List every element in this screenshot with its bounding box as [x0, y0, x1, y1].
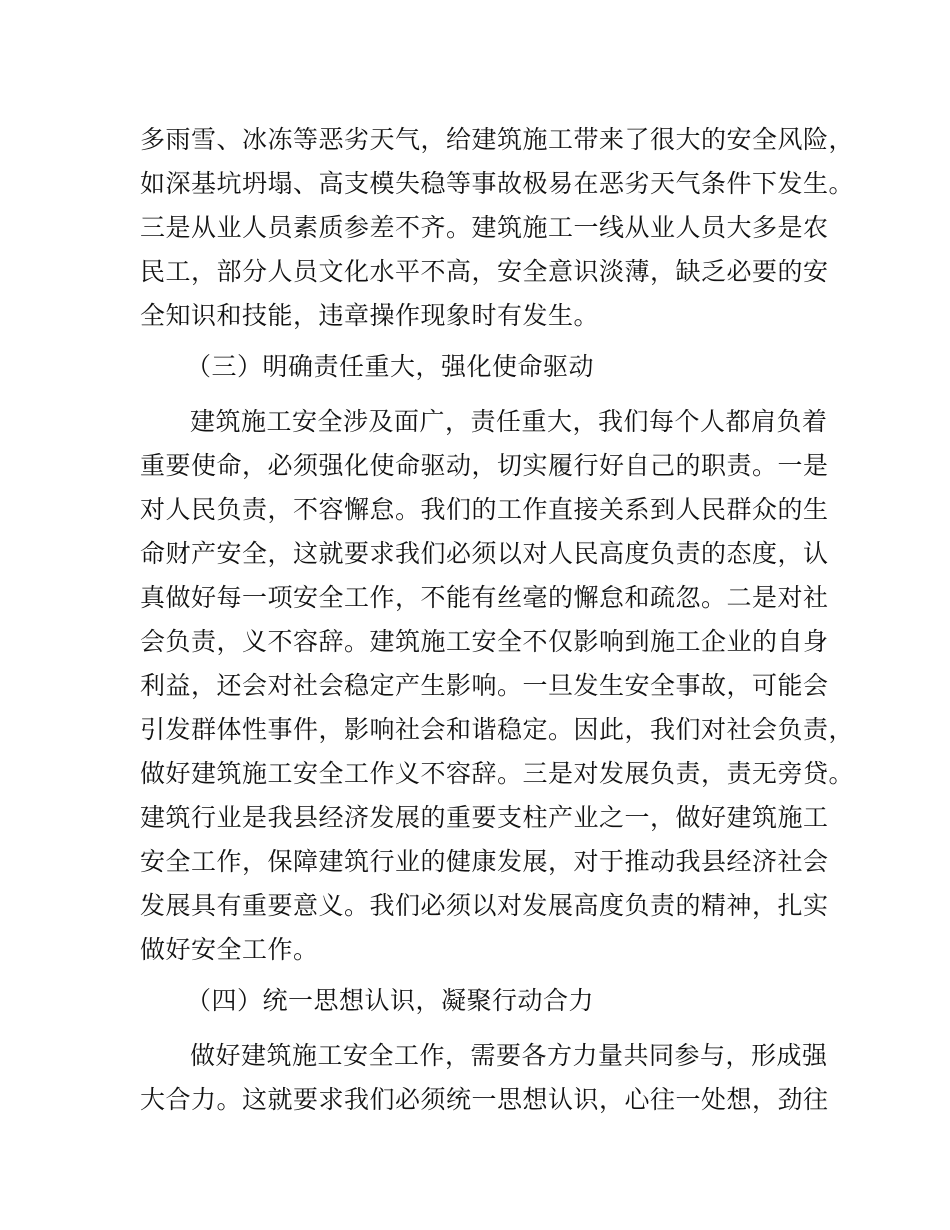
text-line: 如深基坑坍塌、高支模失稳等事故极易在恶劣天气条件下发生。 [140, 169, 855, 198]
document-body [140, 118, 855, 1128]
text-line: 做好安全工作。 [140, 935, 319, 964]
text-line: 会负责，义不容辞。建筑施工安全不仅影响到施工企业的自身 [140, 627, 829, 656]
text-line: 三是从业人员素质参差不齐。建筑施工一线从业人员大多是农 [140, 213, 829, 242]
text-line: 对人民负责，不容懈怠。我们的工作直接关系到人民群众的生 [140, 495, 829, 524]
text-line: 引发群体性事件，影响社会和谐稳定。因此，我们对社会负责， [140, 715, 855, 744]
text-line: 大合力。这就要求我们必须统一思想认识，心往一处想，劲往 [140, 1085, 829, 1114]
text-line: 命财产安全，这就要求我们必须以对人民高度负责的态度，认 [140, 539, 829, 568]
text-line: 多雨雪、冰冻等恶劣天气，给建筑施工带来了很大的安全风险， [140, 125, 855, 154]
section-heading-three: （三）明确责任重大，强化使命驱动 [186, 352, 595, 381]
text-line: 真做好每一项安全工作，不能有丝毫的懈怠和疏忽。二是对社 [140, 583, 829, 612]
section-heading-four: （四）统一思想认识，凝聚行动合力 [186, 986, 595, 1015]
text-line: 做好建筑施工安全工作，需要各方力量共同参与，形成强 [190, 1041, 828, 1070]
text-line: 发展具有重要意义。我们必须以对发展高度负责的精神，扎实 [140, 891, 829, 920]
text-line: 做好建筑施工安全工作义不容辞。三是对发展负责，责无旁贷。 [140, 759, 855, 788]
text-line: 利益，还会对社会稳定产生影响。一旦发生安全事故，可能会 [140, 671, 829, 700]
paragraph-risk-factors [140, 118, 855, 338]
text-line: 建筑施工安全涉及面广，责任重大，我们每个人都肩负着 [190, 407, 828, 436]
text-line: 重要使命，必须强化使命驱动，切实履行好自己的职责。一是 [140, 451, 829, 480]
paragraph-responsibility [140, 400, 855, 972]
text-line: 建筑行业是我县经济发展的重要支柱产业之一，做好建筑施工 [140, 803, 829, 832]
text-line: 民工，部分人员文化水平不高，安全意识淡薄，缺乏必要的安 [140, 257, 829, 286]
text-line: 安全工作，保障建筑行业的健康发展，对于推动我县经济社会 [140, 847, 829, 876]
text-line: 全知识和技能，违章操作现象时有发生。 [140, 301, 600, 330]
paragraph-unity [140, 1034, 829, 1122]
